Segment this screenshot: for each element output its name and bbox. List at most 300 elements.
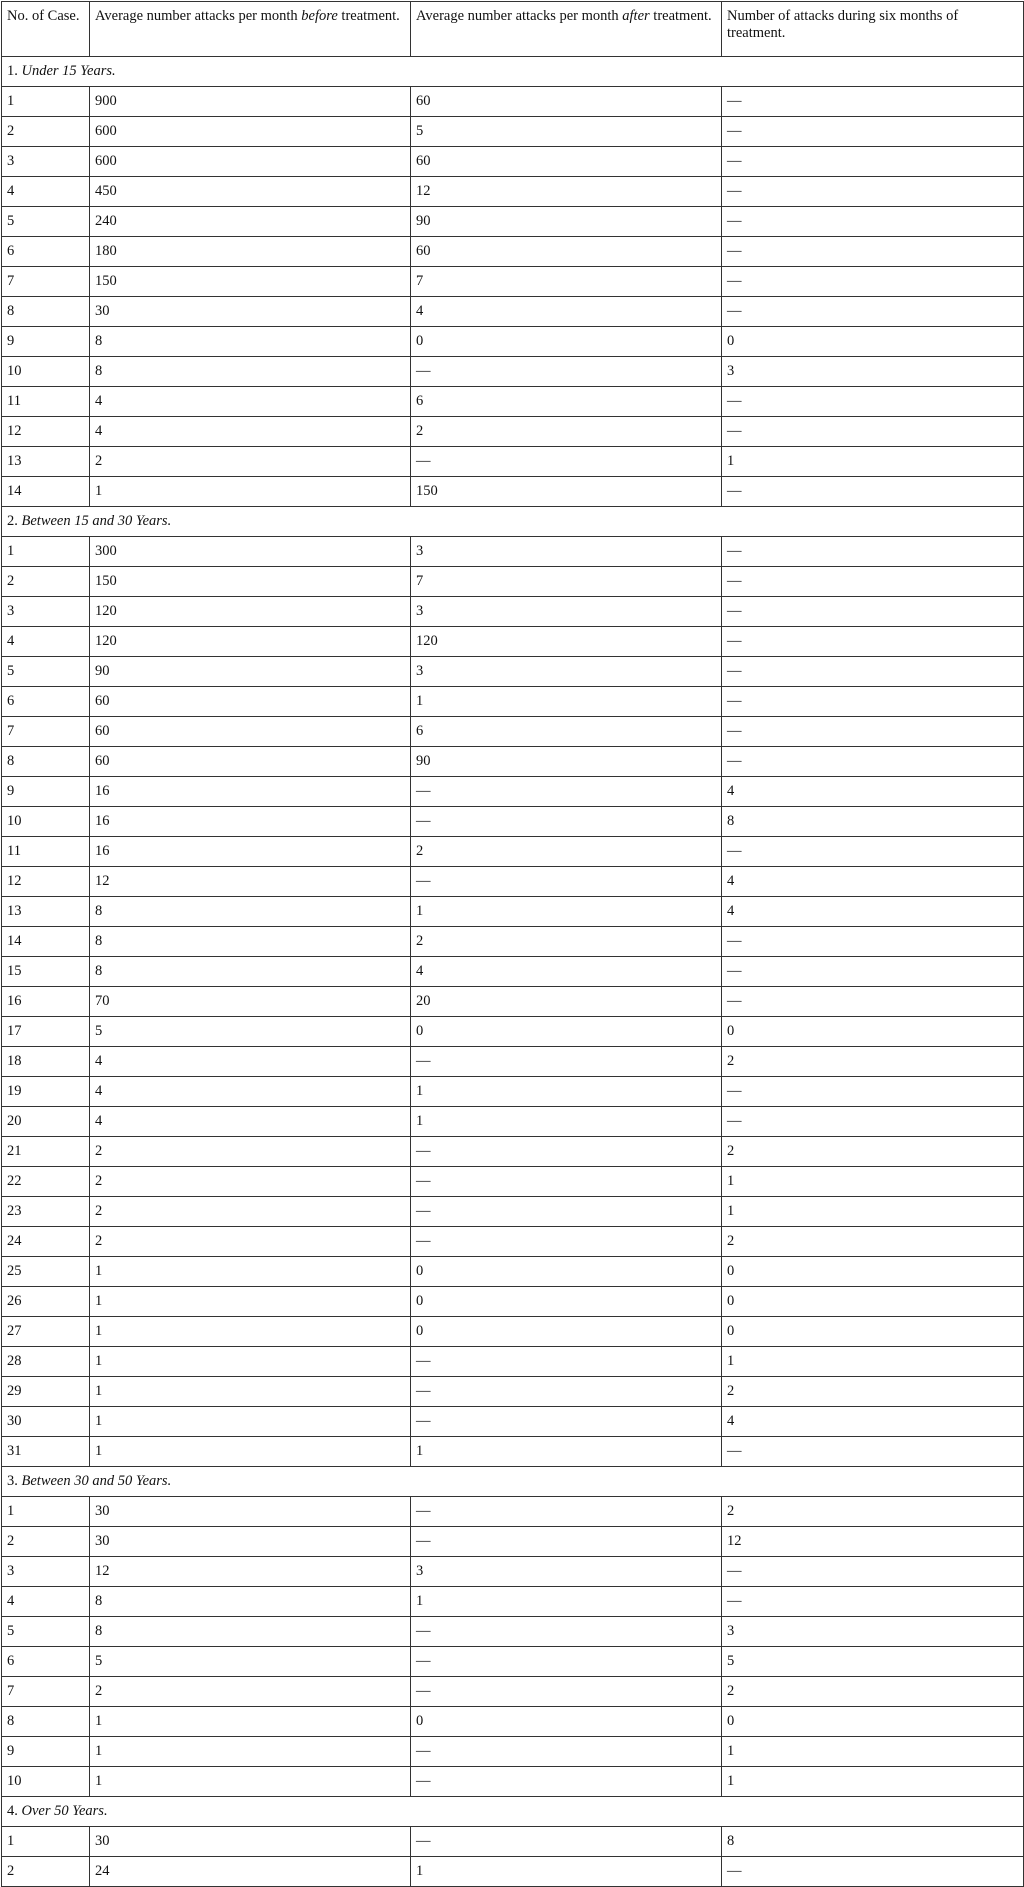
- table-row: [2, 87, 1024, 117]
- avg-before-cell: 30: [90, 1527, 411, 1557]
- table-row: [2, 1587, 1024, 1617]
- avg-before-cell: 70: [90, 987, 411, 1017]
- six-months-cell: —: [722, 117, 1024, 147]
- avg-before-cell: 8: [90, 1617, 411, 1647]
- table-row: [2, 1167, 1024, 1197]
- avg-before-cell: 30: [90, 297, 411, 327]
- avg-after-cell: —: [411, 447, 722, 477]
- six-months-cell: —: [722, 957, 1024, 987]
- avg-after-cell: 12: [411, 177, 722, 207]
- case-number-cell: 2: [2, 1527, 90, 1557]
- case-number-cell: 1: [2, 1497, 90, 1527]
- case-number-cell: 13: [2, 897, 90, 927]
- avg-after-cell: —: [411, 1347, 722, 1377]
- case-number-cell: 12: [2, 417, 90, 447]
- six-months-cell: 12: [722, 1527, 1024, 1557]
- avg-before-cell: 1: [90, 1707, 411, 1737]
- six-months-cell: 8: [722, 1827, 1024, 1857]
- case-number-cell: 9: [2, 327, 90, 357]
- table-row: [2, 537, 1024, 567]
- case-number-cell: 3: [2, 147, 90, 177]
- table-row: [2, 1857, 1024, 1887]
- attacks-table: [1, 1, 1024, 1887]
- case-number-cell: 4: [2, 1587, 90, 1617]
- six-months-cell: —: [722, 927, 1024, 957]
- section-number: 2.: [7, 513, 18, 529]
- avg-after-cell: 1: [411, 1437, 722, 1467]
- table-row: [2, 177, 1024, 207]
- six-months-cell: 2: [722, 1497, 1024, 1527]
- six-months-cell: 1: [722, 1737, 1024, 1767]
- six-months-cell: —: [722, 717, 1024, 747]
- table-row: [2, 777, 1024, 807]
- avg-before-cell: 2: [90, 1137, 411, 1167]
- avg-after-cell: 2: [411, 417, 722, 447]
- table-row: [2, 1737, 1024, 1767]
- avg-after-cell: 4: [411, 297, 722, 327]
- avg-after-cell: 0: [411, 1257, 722, 1287]
- case-number-cell: 16: [2, 987, 90, 1017]
- avg-after-cell: 60: [411, 87, 722, 117]
- header-row: [2, 2, 1024, 57]
- avg-after-cell: 5: [411, 117, 722, 147]
- avg-before-cell: 1: [90, 1377, 411, 1407]
- avg-before-cell: 180: [90, 237, 411, 267]
- table-row: [2, 1557, 1024, 1587]
- avg-after-cell: —: [411, 867, 722, 897]
- section-title: Between 30 and 50 Years.: [21, 1473, 172, 1489]
- six-months-cell: —: [722, 207, 1024, 237]
- case-number-cell: 14: [2, 927, 90, 957]
- avg-after-cell: —: [411, 1677, 722, 1707]
- header-six-months: Number of attacks during six months of treatment.: [722, 2, 1024, 57]
- six-months-cell: 2: [722, 1227, 1024, 1257]
- case-number-cell: 17: [2, 1017, 90, 1047]
- six-months-cell: —: [722, 147, 1024, 177]
- case-number-cell: 26: [2, 1287, 90, 1317]
- six-months-cell: 5: [722, 1647, 1024, 1677]
- avg-after-cell: 3: [411, 657, 722, 687]
- six-months-cell: —: [722, 87, 1024, 117]
- avg-before-cell: 4: [90, 417, 411, 447]
- avg-after-cell: 0: [411, 1287, 722, 1317]
- case-number-cell: 7: [2, 717, 90, 747]
- six-months-cell: 1: [722, 1347, 1024, 1377]
- avg-before-cell: 8: [90, 1587, 411, 1617]
- table-row: [2, 267, 1024, 297]
- avg-after-cell: —: [411, 1197, 722, 1227]
- six-months-cell: —: [722, 417, 1024, 447]
- avg-before-cell: 150: [90, 567, 411, 597]
- avg-before-cell: 90: [90, 657, 411, 687]
- avg-before-cell: 1: [90, 1287, 411, 1317]
- case-number-cell: 7: [2, 267, 90, 297]
- table-row: [2, 687, 1024, 717]
- header-avg-before: Average number attacks per month before treatment.: [90, 2, 411, 57]
- case-number-cell: 11: [2, 837, 90, 867]
- six-months-cell: —: [722, 687, 1024, 717]
- six-months-cell: —: [722, 1587, 1024, 1617]
- case-number-cell: 8: [2, 1707, 90, 1737]
- avg-after-cell: 60: [411, 147, 722, 177]
- table-row: [2, 1437, 1024, 1467]
- avg-after-cell: 3: [411, 597, 722, 627]
- avg-before-cell: 8: [90, 957, 411, 987]
- case-number-cell: 25: [2, 1257, 90, 1287]
- case-number-cell: 5: [2, 207, 90, 237]
- table-row: [2, 567, 1024, 597]
- case-number-cell: 22: [2, 1167, 90, 1197]
- avg-after-cell: 0: [411, 1707, 722, 1737]
- six-months-cell: 0: [722, 1017, 1024, 1047]
- avg-before-cell: 4: [90, 1077, 411, 1107]
- case-number-cell: 2: [2, 567, 90, 597]
- avg-before-cell: 1: [90, 1437, 411, 1467]
- avg-after-cell: 0: [411, 1317, 722, 1347]
- six-months-cell: 2: [722, 1677, 1024, 1707]
- avg-before-cell: 16: [90, 807, 411, 837]
- case-number-cell: 9: [2, 777, 90, 807]
- avg-after-cell: —: [411, 357, 722, 387]
- table-row: [2, 987, 1024, 1017]
- table-row: [2, 747, 1024, 777]
- avg-after-cell: —: [411, 1767, 722, 1797]
- avg-before-cell: 1: [90, 477, 411, 507]
- table-row: [2, 1527, 1024, 1557]
- avg-before-cell: 5: [90, 1017, 411, 1047]
- six-months-cell: —: [722, 1077, 1024, 1107]
- case-number-cell: 19: [2, 1077, 90, 1107]
- avg-before-cell: 120: [90, 627, 411, 657]
- avg-before-cell: 4: [90, 387, 411, 417]
- avg-before-cell: 1: [90, 1737, 411, 1767]
- six-months-cell: 0: [722, 1287, 1024, 1317]
- case-number-cell: 1: [2, 1827, 90, 1857]
- six-months-cell: 4: [722, 777, 1024, 807]
- avg-after-cell: —: [411, 1227, 722, 1257]
- section-heading: [2, 1467, 1024, 1497]
- case-number-cell: 28: [2, 1347, 90, 1377]
- avg-before-cell: 12: [90, 1557, 411, 1587]
- case-number-cell: 21: [2, 1137, 90, 1167]
- avg-before-cell: 2: [90, 1677, 411, 1707]
- section-row: [2, 1797, 1024, 1827]
- avg-before-cell: 30: [90, 1827, 411, 1857]
- avg-before-cell: 120: [90, 597, 411, 627]
- six-months-cell: —: [722, 177, 1024, 207]
- case-number-cell: 6: [2, 237, 90, 267]
- table-row: [2, 837, 1024, 867]
- six-months-cell: —: [722, 987, 1024, 1017]
- avg-after-cell: 20: [411, 987, 722, 1017]
- case-number-cell: 3: [2, 1557, 90, 1587]
- table-row: [2, 357, 1024, 387]
- six-months-cell: 0: [722, 1257, 1024, 1287]
- avg-before-cell: 300: [90, 537, 411, 567]
- case-number-cell: 9: [2, 1737, 90, 1767]
- six-months-cell: —: [722, 297, 1024, 327]
- avg-after-cell: 6: [411, 387, 722, 417]
- table-row: [2, 1197, 1024, 1227]
- six-months-cell: 0: [722, 1707, 1024, 1737]
- avg-after-cell: 0: [411, 1017, 722, 1047]
- case-number-cell: 13: [2, 447, 90, 477]
- six-months-cell: —: [722, 1557, 1024, 1587]
- case-number-cell: 23: [2, 1197, 90, 1227]
- avg-before-cell: 1: [90, 1347, 411, 1377]
- case-number-cell: 7: [2, 1677, 90, 1707]
- avg-before-cell: 30: [90, 1497, 411, 1527]
- section-number: 3.: [7, 1473, 18, 1489]
- case-number-cell: 4: [2, 177, 90, 207]
- avg-before-cell: 1: [90, 1407, 411, 1437]
- table-row: [2, 597, 1024, 627]
- avg-after-cell: 1: [411, 897, 722, 927]
- avg-before-cell: 4: [90, 1047, 411, 1077]
- six-months-cell: —: [722, 477, 1024, 507]
- avg-before-cell: 5: [90, 1647, 411, 1677]
- avg-before-cell: 8: [90, 357, 411, 387]
- avg-after-cell: 90: [411, 747, 722, 777]
- avg-before-cell: 60: [90, 747, 411, 777]
- avg-after-cell: 60: [411, 237, 722, 267]
- avg-before-cell: 60: [90, 687, 411, 717]
- section-row: [2, 57, 1024, 87]
- case-number-cell: 12: [2, 867, 90, 897]
- case-number-cell: 5: [2, 1617, 90, 1647]
- avg-before-cell: 2: [90, 447, 411, 477]
- six-months-cell: —: [722, 1857, 1024, 1887]
- table-row: [2, 1317, 1024, 1347]
- avg-after-cell: 6: [411, 717, 722, 747]
- table-row: [2, 207, 1024, 237]
- case-number-cell: 6: [2, 687, 90, 717]
- avg-before-cell: 4: [90, 1107, 411, 1137]
- avg-after-cell: 1: [411, 687, 722, 717]
- case-number-cell: 10: [2, 807, 90, 837]
- avg-after-cell: —: [411, 807, 722, 837]
- case-number-cell: 2: [2, 117, 90, 147]
- six-months-cell: —: [722, 747, 1024, 777]
- avg-after-cell: 0: [411, 327, 722, 357]
- six-months-cell: 0: [722, 327, 1024, 357]
- table-row: [2, 1137, 1024, 1167]
- six-months-cell: 1: [722, 447, 1024, 477]
- table-row: [2, 387, 1024, 417]
- case-number-cell: 30: [2, 1407, 90, 1437]
- six-months-cell: —: [722, 387, 1024, 417]
- six-months-cell: 1: [722, 1167, 1024, 1197]
- case-number-cell: 15: [2, 957, 90, 987]
- table-row: [2, 1707, 1024, 1737]
- case-number-cell: 11: [2, 387, 90, 417]
- table-row: [2, 1227, 1024, 1257]
- six-months-cell: —: [722, 237, 1024, 267]
- table-row: [2, 1647, 1024, 1677]
- avg-before-cell: 8: [90, 327, 411, 357]
- header-avg-after: Average number attacks per month after treatment.: [411, 2, 722, 57]
- case-number-cell: 3: [2, 597, 90, 627]
- table-row: [2, 1677, 1024, 1707]
- table-row: [2, 1107, 1024, 1137]
- table-row: [2, 1617, 1024, 1647]
- avg-after-cell: 120: [411, 627, 722, 657]
- table-row: [2, 1347, 1024, 1377]
- six-months-cell: 4: [722, 867, 1024, 897]
- table-row: [2, 897, 1024, 927]
- avg-after-cell: 4: [411, 957, 722, 987]
- case-number-cell: 8: [2, 747, 90, 777]
- six-months-cell: 2: [722, 1047, 1024, 1077]
- case-number-cell: 8: [2, 297, 90, 327]
- avg-before-cell: 1: [90, 1317, 411, 1347]
- table-row: [2, 237, 1024, 267]
- case-number-cell: 2: [2, 1857, 90, 1887]
- table-row: [2, 627, 1024, 657]
- avg-before-cell: 8: [90, 927, 411, 957]
- table-row: [2, 1827, 1024, 1857]
- section-heading: [2, 57, 1024, 87]
- avg-after-cell: —: [411, 1497, 722, 1527]
- case-number-cell: 18: [2, 1047, 90, 1077]
- table-row: [2, 477, 1024, 507]
- avg-before-cell: 150: [90, 267, 411, 297]
- case-number-cell: 29: [2, 1377, 90, 1407]
- table-row: [2, 1497, 1024, 1527]
- table-row: [2, 1047, 1024, 1077]
- section-number: 1.: [7, 63, 18, 79]
- table-row: [2, 807, 1024, 837]
- section-heading: [2, 507, 1024, 537]
- avg-after-cell: 1: [411, 1857, 722, 1887]
- avg-before-cell: 1: [90, 1257, 411, 1287]
- six-months-cell: —: [722, 837, 1024, 867]
- six-months-cell: —: [722, 267, 1024, 297]
- table-row: [2, 117, 1024, 147]
- table-row: [2, 327, 1024, 357]
- six-months-cell: 2: [722, 1377, 1024, 1407]
- section-row: [2, 1467, 1024, 1497]
- avg-after-cell: —: [411, 1527, 722, 1557]
- six-months-cell: 2: [722, 1137, 1024, 1167]
- avg-after-cell: 3: [411, 537, 722, 567]
- six-months-cell: —: [722, 537, 1024, 567]
- avg-after-cell: 90: [411, 207, 722, 237]
- avg-after-cell: —: [411, 1407, 722, 1437]
- avg-after-cell: 7: [411, 267, 722, 297]
- table-body: [2, 57, 1024, 1887]
- avg-after-cell: 150: [411, 477, 722, 507]
- document-page: [1, 1, 1023, 1879]
- table-row: [2, 147, 1024, 177]
- table-row: [2, 1377, 1024, 1407]
- six-months-cell: 4: [722, 1407, 1024, 1437]
- case-number-cell: 4: [2, 627, 90, 657]
- avg-before-cell: 60: [90, 717, 411, 747]
- avg-before-cell: 16: [90, 837, 411, 867]
- avg-before-cell: 24: [90, 1857, 411, 1887]
- table-row: [2, 447, 1024, 477]
- six-months-cell: —: [722, 1107, 1024, 1137]
- six-months-cell: —: [722, 567, 1024, 597]
- avg-after-cell: 1: [411, 1077, 722, 1107]
- table-row: [2, 867, 1024, 897]
- avg-after-cell: —: [411, 1827, 722, 1857]
- case-number-cell: 14: [2, 477, 90, 507]
- six-months-cell: 1: [722, 1767, 1024, 1797]
- table-row: [2, 1077, 1024, 1107]
- avg-after-cell: —: [411, 1137, 722, 1167]
- table-row: [2, 717, 1024, 747]
- avg-after-cell: —: [411, 1737, 722, 1767]
- table-row: [2, 1017, 1024, 1047]
- avg-after-cell: 3: [411, 1557, 722, 1587]
- table-row: [2, 1767, 1024, 1797]
- avg-before-cell: 450: [90, 177, 411, 207]
- table-row: [2, 657, 1024, 687]
- avg-before-cell: 900: [90, 87, 411, 117]
- avg-after-cell: 2: [411, 927, 722, 957]
- case-number-cell: 27: [2, 1317, 90, 1347]
- section-title: Over 50 Years.: [21, 1803, 108, 1819]
- table-row: [2, 1287, 1024, 1317]
- avg-after-cell: —: [411, 1377, 722, 1407]
- section-title: Under 15 Years.: [21, 63, 116, 79]
- avg-after-cell: —: [411, 1167, 722, 1197]
- avg-after-cell: 7: [411, 567, 722, 597]
- avg-after-cell: —: [411, 777, 722, 807]
- table-row: [2, 1407, 1024, 1437]
- table-row: [2, 417, 1024, 447]
- avg-before-cell: 600: [90, 117, 411, 147]
- table-row: [2, 957, 1024, 987]
- table-row: [2, 297, 1024, 327]
- six-months-cell: —: [722, 1437, 1024, 1467]
- case-number-cell: 10: [2, 1767, 90, 1797]
- avg-before-cell: 1: [90, 1767, 411, 1797]
- six-months-cell: —: [722, 597, 1024, 627]
- avg-before-cell: 600: [90, 147, 411, 177]
- avg-after-cell: 1: [411, 1107, 722, 1137]
- case-number-cell: 20: [2, 1107, 90, 1137]
- six-months-cell: 3: [722, 1617, 1024, 1647]
- case-number-cell: 1: [2, 537, 90, 567]
- case-number-cell: 1: [2, 87, 90, 117]
- table-row: [2, 1257, 1024, 1287]
- avg-before-cell: 2: [90, 1197, 411, 1227]
- case-number-cell: 5: [2, 657, 90, 687]
- six-months-cell: 1: [722, 1197, 1024, 1227]
- table-header: [2, 2, 1024, 57]
- section-row: [2, 507, 1024, 537]
- section-heading: [2, 1797, 1024, 1827]
- avg-after-cell: 1: [411, 1587, 722, 1617]
- six-months-cell: —: [722, 627, 1024, 657]
- case-number-cell: 31: [2, 1437, 90, 1467]
- avg-before-cell: 240: [90, 207, 411, 237]
- avg-before-cell: 8: [90, 897, 411, 927]
- section-number: 4.: [7, 1803, 18, 1819]
- case-number-cell: 6: [2, 1647, 90, 1677]
- table-row: [2, 927, 1024, 957]
- avg-before-cell: 2: [90, 1167, 411, 1197]
- section-title: Between 15 and 30 Years.: [21, 513, 172, 529]
- avg-after-cell: 2: [411, 837, 722, 867]
- six-months-cell: 3: [722, 357, 1024, 387]
- six-months-cell: 8: [722, 807, 1024, 837]
- avg-after-cell: —: [411, 1047, 722, 1077]
- avg-before-cell: 2: [90, 1227, 411, 1257]
